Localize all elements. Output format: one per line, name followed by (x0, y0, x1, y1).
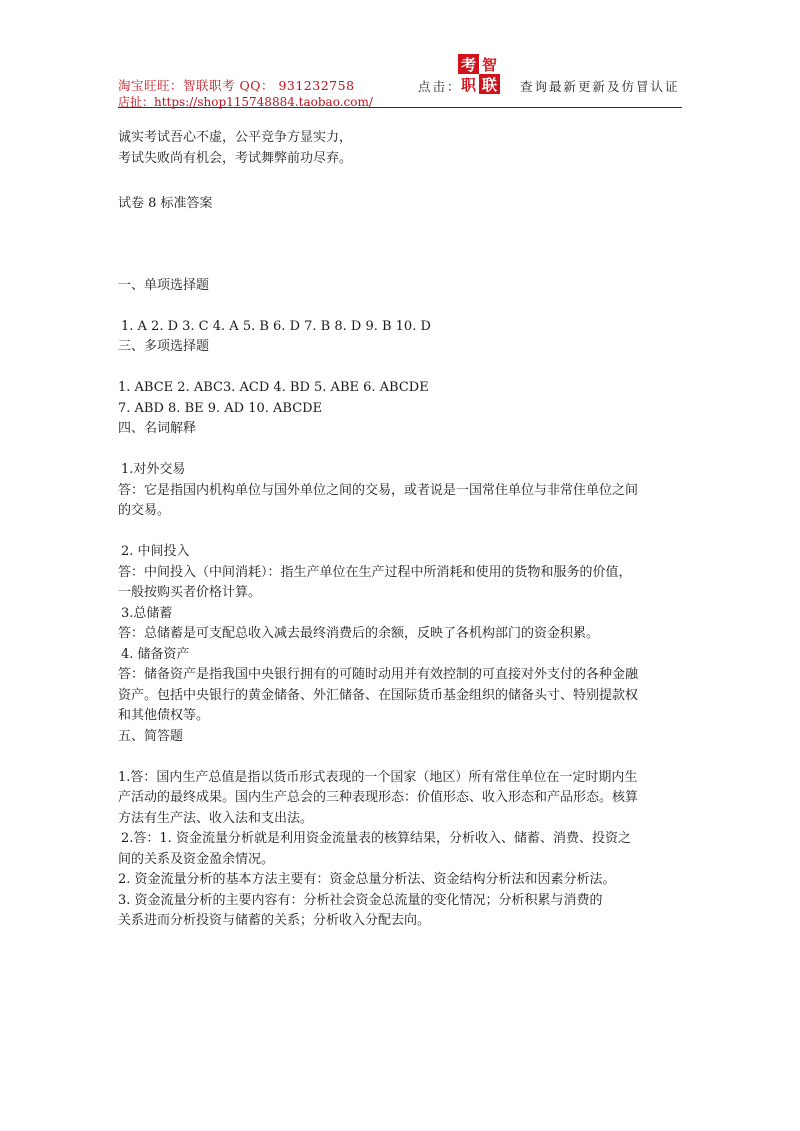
shop-contact-line: 淘宝旺旺：智联职考 QQ： 931232758 (118, 78, 355, 93)
term-3-answer-line-1: 答：总储蓄是可支配总收入减去最终消费后的余额，反映了各机构部门的资金积累。 (118, 626, 600, 641)
page-header (118, 50, 682, 108)
term-2-title: 2. 中间投入 (121, 544, 190, 559)
term-4-answer-line-1: 答：储备资产是指我国中央银行拥有的可随时动用并有效控制的可直接对外支付的各种金融 (118, 667, 639, 682)
svg-text:联: 联 (481, 76, 498, 94)
exam-title: 试卷 8 标准答案 (118, 195, 213, 211)
svg-text:考: 考 (460, 56, 477, 74)
verify-link[interactable]: 查询最新更新及仿冒认证 (520, 79, 680, 94)
short-answer-line-1: 1.答：国内生产总值是指以货币形式表现的一个国家（地区）所有常住单位在一定时期内生 (118, 769, 638, 785)
section3-heading: 三、多项选择题 (118, 339, 210, 354)
section1-answers: 1. A 2. D 3. C 4. A 5. B 6. D 7. B 8. D 9. B 10. D (121, 318, 431, 334)
click-label: 点击： (418, 79, 462, 94)
short-answer-line-6: 2. 资金流量分析的基本方法主要有：资金总量分析法、资金结构分析法和因素分析法。 (118, 872, 616, 887)
svg-text:职: 职 (460, 76, 477, 94)
answer-document (118, 128, 688, 932)
section3-answers-1: 1. ABCE 2. ABC3. ACD 4. BD 5. ABE 6. ABCDE (118, 380, 429, 395)
short-answer-line-4: 2.答：1. 资金流量分析就是利用资金流量表的核算结果，分析收入、储蓄、消费、投资之 (121, 831, 631, 846)
term-2-answer-line-2: 一般按购买者价格计算。 (118, 585, 262, 600)
short-answer-line-7: 3. 资金流量分析的主要内容有：分析社会资金总流量的变化情况；分析积累与消费的 (118, 892, 603, 908)
term-4-answer-line-2: 资产。包括中央银行的黄金储备、外汇储备、在国际货币基金组织的储备头寸、特别提款权 (118, 687, 639, 703)
term-1-answer-line-1: 答：它是指国内机构单位与国外单位之间的交易，或者说是一国常住单位与非常住单位之间 (118, 482, 639, 498)
short-answer-line-3: 方法有生产法、收入法和支出法。 (118, 810, 314, 826)
section5-heading: 五、简答题 (118, 728, 184, 744)
svg-text:智: 智 (481, 56, 498, 74)
section3-answers-2: 7. ABD 8. BE 9. AD 10. ABCDE (118, 400, 323, 416)
motto-line-1: 诚实考试吾心不虚，公平竞争方显实力， (118, 130, 353, 145)
header-divider (118, 107, 682, 108)
term-3-title: 3.总储蓄 (121, 605, 173, 621)
motto-line-2: 考试失败尚有机会，考试舞弊前功尽弃。 (118, 150, 353, 166)
term-1-title: 1.对外交易 (121, 462, 186, 477)
term-4-answer-line-3: 和其他债权等。 (118, 708, 210, 723)
term-1-answer-line-2: 的交易。 (118, 503, 171, 518)
term-4-title: 4. 储备资产 (121, 646, 190, 662)
section4-heading: 四、名词解释 (118, 421, 197, 436)
zhilian-logo-icon[interactable] (458, 54, 500, 94)
short-answer-line-2: 产活动的最终成果。国内生产总会的三种表现形态：价值形态、收入形态和产品形态。核算 (118, 790, 639, 805)
short-answer-line-5: 间的关系及资金盈余情况。 (118, 851, 275, 867)
shop-address-link[interactable]: 店扯：https://shop115748884.taobao.com/ (118, 95, 373, 109)
term-2-answer-line-1: 答：中间投入（中间消耗）：指生产单位在生产过程中所消耗和使用的货物和服务的价值， (118, 564, 632, 580)
short-answer-line-8: 关系进而分析投资与储蓄的关系；分析收入分配去向。 (118, 913, 431, 928)
section1-heading: 一、单项选择题 (118, 277, 210, 293)
